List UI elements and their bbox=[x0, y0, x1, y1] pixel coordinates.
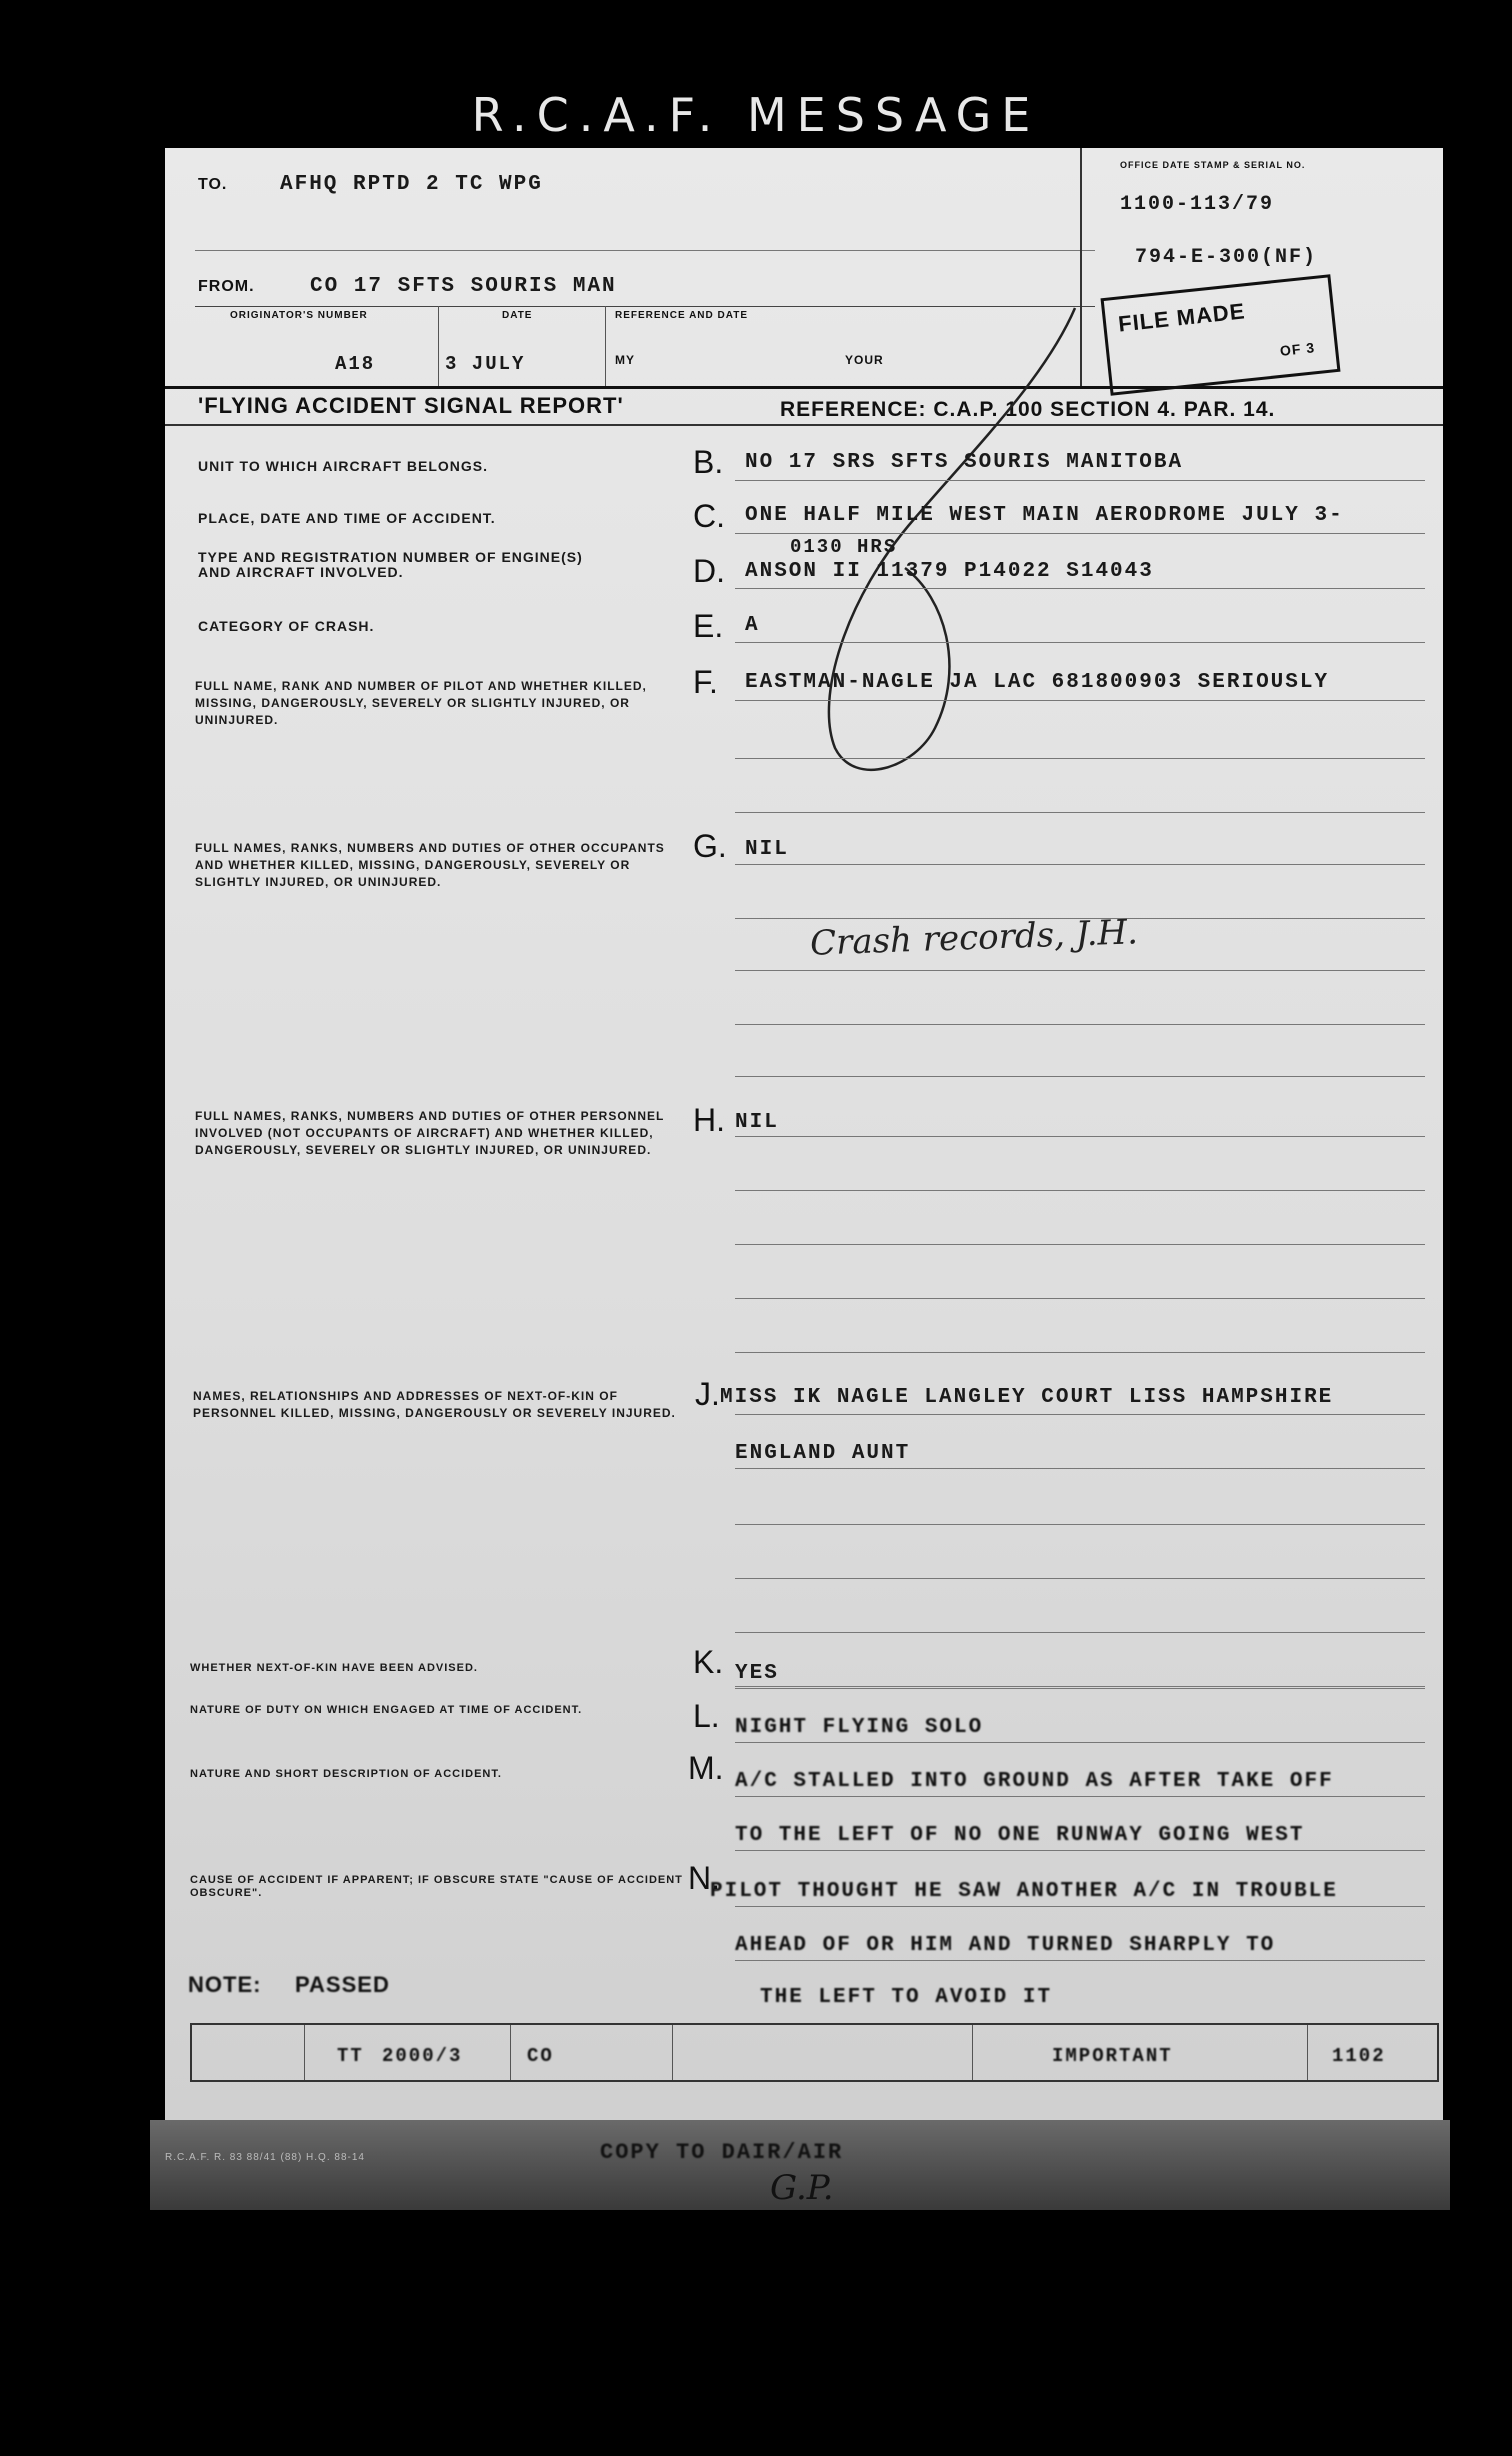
field-f-value: EASTMAN-NAGLE JA LAC 681800903 SERIOUSLY bbox=[745, 671, 1330, 694]
copy-stamp: COPY TO DAIR/AIR bbox=[600, 2140, 844, 2165]
field-e-value: A bbox=[745, 614, 760, 637]
date-value: 3 JULY bbox=[445, 353, 526, 375]
your-label: YOUR bbox=[845, 353, 884, 367]
reference-label: REFERENCE AND DATE bbox=[615, 310, 749, 321]
field-c-label: PLACE, DATE AND TIME OF ACCIDENT. bbox=[198, 510, 496, 526]
field-d-letter: D. bbox=[693, 553, 725, 589]
field-h-value: NIL bbox=[735, 1111, 779, 1134]
note-passed: PASSED bbox=[295, 1972, 390, 1997]
to-value: AFHQ RPTD 2 TC WPG bbox=[280, 173, 543, 196]
field-n-value-2: AHEAD OF OR HIM AND TURNED SHARPLY TO bbox=[735, 1934, 1276, 1957]
field-k-value: YES bbox=[735, 1662, 779, 1685]
field-e-label: CATEGORY OF CRASH. bbox=[198, 618, 375, 634]
field-b-value: NO 17 SRS SFTS SOURIS MANITOBA bbox=[745, 451, 1184, 474]
field-k-letter: K. bbox=[693, 1644, 724, 1680]
transmission-table bbox=[190, 2023, 1439, 2082]
from-label: FROM. bbox=[198, 278, 255, 295]
field-j-value-2: ENGLAND AUNT bbox=[735, 1442, 911, 1465]
date-label: DATE bbox=[502, 310, 533, 321]
file-ref-2: 794-E-300(NF) bbox=[1135, 246, 1318, 269]
file-ref-1: 1100-113/79 bbox=[1120, 193, 1275, 216]
field-c-value-2: 0130 HRS bbox=[790, 536, 898, 558]
field-l-label: NATURE OF DUTY ON WHICH ENGAGED AT TIME OF ACCIDENT. bbox=[190, 1704, 583, 1716]
field-n-value-3: THE LEFT TO AVOID IT bbox=[760, 1986, 1053, 2009]
field-e-letter: E. bbox=[693, 608, 724, 644]
field-g-label: FULL NAMES, RANKS, NUMBERS AND DUTIES OF OTHER OCCUPANTS AND WHETHER KILLED, MISSING, DANGEROUSLY, SEVERELY OR SLIGHTLY INJURED, OR UNINJURED. bbox=[195, 841, 665, 889]
field-k-label: WHETHER NEXT-OF-KIN HAVE BEEN ADVISED. bbox=[190, 1662, 478, 1674]
field-h-label: FULL NAMES, RANKS, NUMBERS AND DUTIES OF OTHER PERSONNEL INVOLVED (NOT OCCUPANTS OF AIRCRAFT) AND WHETHER KILLED, DANGEROUSLY, SEVERELY OR SLIGHTLY INJURED, OR UNINJURED. bbox=[195, 1109, 665, 1157]
field-f-label: FULL NAME, RANK AND NUMBER OF PILOT AND WHETHER KILLED, MISSING, DANGEROUSLY, SEVERELY OR SLIGHTLY INJURED, OR UNINJURED. bbox=[195, 679, 647, 727]
initials: G.P. bbox=[770, 2168, 834, 2208]
field-n-letter: N. bbox=[688, 1860, 720, 1896]
report-title: 'FLYING ACCIDENT SIGNAL REPORT' bbox=[198, 393, 624, 418]
report-reference: REFERENCE: C.A.P. 100 SECTION 4. PAR. 14. bbox=[780, 398, 1276, 421]
message-form bbox=[165, 148, 1443, 2183]
field-m-label: NATURE AND SHORT DESCRIPTION OF ACCIDENT. bbox=[190, 1768, 502, 1780]
field-c-letter: C. bbox=[693, 498, 725, 534]
field-c-value-1: ONE HALF MILE WEST MAIN AERODROME JULY 3- bbox=[745, 504, 1344, 527]
field-g-letter: G. bbox=[693, 828, 727, 864]
table-cell-3: CO bbox=[527, 2045, 554, 2067]
field-m-value-2: TO THE LEFT OF NO ONE RUNWAY GOING WEST bbox=[735, 1824, 1305, 1847]
form-footnote: R.C.A.F. R. 83 88/41 (88) H.Q. 88-14 bbox=[165, 2152, 365, 2163]
field-m-value-1: A/C STALLED INTO GROUND AS AFTER TAKE OFF bbox=[735, 1770, 1334, 1793]
originator-label: ORIGINATOR'S NUMBER bbox=[230, 310, 368, 321]
from-value: CO 17 SFTS SOURIS MAN bbox=[310, 275, 617, 298]
field-h-letter: H. bbox=[693, 1102, 725, 1138]
stamp-sub: OF 3 bbox=[1279, 339, 1316, 359]
pen-loop-annotation bbox=[745, 298, 1165, 818]
my-label: MY bbox=[615, 353, 635, 367]
field-b-letter: B. bbox=[693, 444, 724, 480]
table-cell-4: IMPORTANT bbox=[1052, 2045, 1173, 2067]
field-m-letter: M. bbox=[688, 1750, 724, 1786]
field-f-letter: F. bbox=[693, 664, 718, 700]
field-d-label: TYPE AND REGISTRATION NUMBER OF ENGINE(S) AND AIRCRAFT INVOLVED. bbox=[198, 549, 583, 580]
field-l-letter: L. bbox=[693, 1698, 720, 1734]
field-g-value: NIL bbox=[745, 838, 789, 861]
field-b-label: UNIT TO WHICH AIRCRAFT BELONGS. bbox=[198, 458, 488, 474]
field-j-letter: J. bbox=[695, 1376, 720, 1412]
field-d-value: ANSON II 11379 P14022 S14043 bbox=[745, 560, 1154, 583]
table-cell-5: 1102 bbox=[1332, 2045, 1386, 2067]
stamp-label: OFFICE DATE STAMP & SERIAL NO. bbox=[1120, 160, 1306, 170]
field-j-value-1: MISS IK NAGLE LANGLEY COURT LISS HAMPSHIRE bbox=[720, 1386, 1334, 1409]
table-cell-2: 2000/3 bbox=[382, 2045, 463, 2067]
note-label: NOTE: bbox=[188, 1972, 262, 1997]
field-n-value-1: PILOT THOUGHT HE SAW ANOTHER A/C IN TROUBLE bbox=[710, 1880, 1338, 1903]
handwritten-note: Crash records, J.H. bbox=[809, 912, 1139, 964]
field-l-value: NIGHT FLYING SOLO bbox=[735, 1716, 984, 1739]
field-n-label: CAUSE OF ACCIDENT IF APPARENT; IF OBSCURE STATE "CAUSE OF ACCIDENT OBSCURE". bbox=[190, 1874, 683, 1899]
table-cell-1: TT bbox=[337, 2045, 364, 2067]
message-banner: R.C.A.F. MESSAGE bbox=[471, 88, 1041, 142]
field-j-label: NAMES, RELATIONSHIPS AND ADDRESSES OF NEXT-OF-KIN OF PERSONNEL KILLED, MISSING, DANGEROUSLY OR SEVERELY INJURED. bbox=[193, 1389, 676, 1420]
originator-value: A18 bbox=[335, 353, 376, 375]
to-label: TO. bbox=[198, 176, 228, 193]
stamp-text: FILE MADE bbox=[1116, 298, 1247, 337]
